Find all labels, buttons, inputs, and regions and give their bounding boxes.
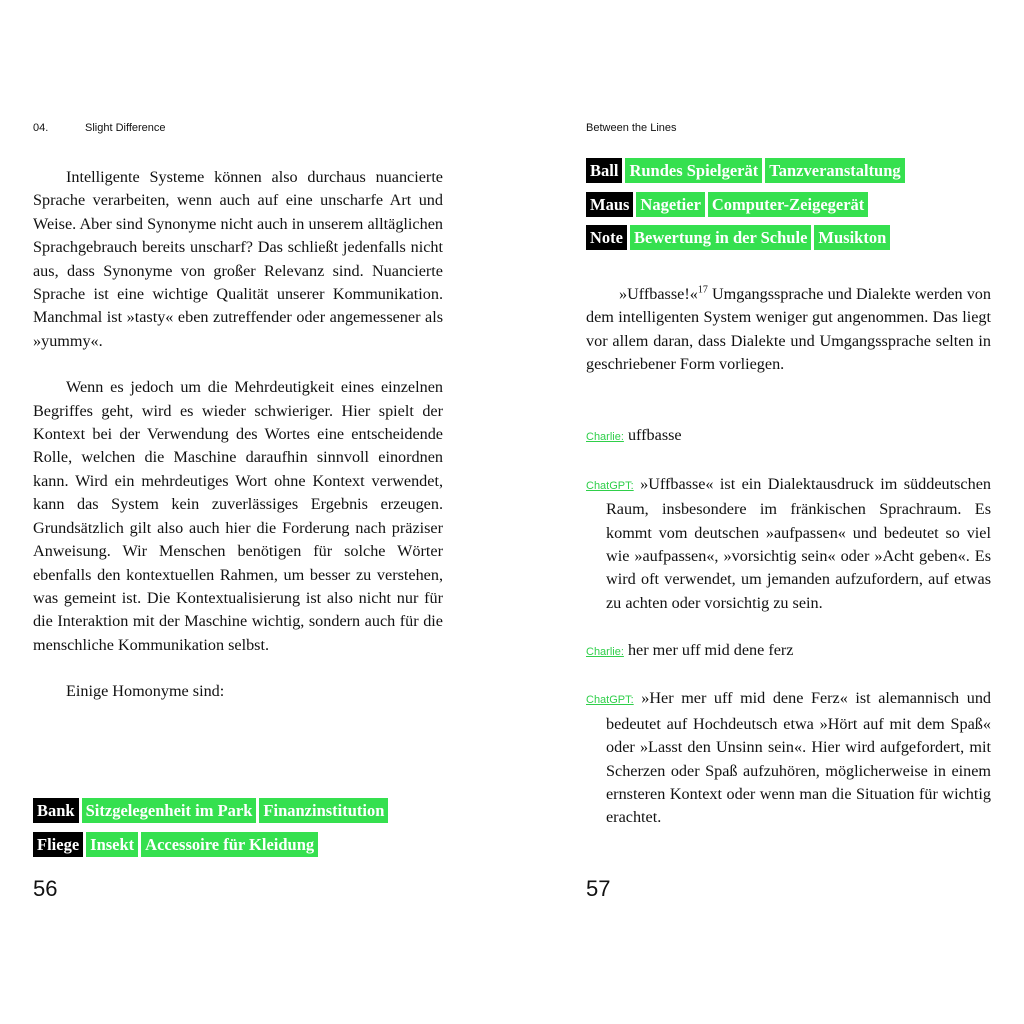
left-page xyxy=(33,0,443,1024)
homonym-meaning: Musikton xyxy=(814,225,890,250)
homonym-meaning: Tanzveranstaltung xyxy=(765,158,904,183)
homonym-term: Ball xyxy=(586,158,622,183)
homonym-term: Maus xyxy=(586,192,633,217)
intro-body: Umgangssprache und Dialekte werden von dem intelligenten System weniger gut angenommen. Das liegt vor allem daran, dass Dialekte und Umgangssprache selten in geschriebener Form vorliegen. xyxy=(586,285,991,374)
homonym-meaning: Accessoire für Kleidung xyxy=(141,832,318,857)
page-number: 57 xyxy=(586,876,611,901)
intro-paragraph xyxy=(586,283,991,377)
homonym-meaning: Finanzinstitution xyxy=(259,798,388,823)
message-text: »Her mer uff mid dene Ferz« ist alemannisch und bedeutet auf Hochdeutsch etwa »Hört auf mit dem Spaß« oder »Lasst den Unsinn sein«. Hier wird aufgefordert, mit Scherzen oder Spaß aufzuhören, möglicherweise in einem ernsteren Kontext oder wenn man die Situation für wichtig erachtet. xyxy=(606,689,992,827)
right-intro-text xyxy=(586,283,991,377)
message-text: »Uffbasse« ist ein Dialektausdruck im süddeutschen Raum, insbesondere im fränkischen Sprachraum. Es kommt vom deutschen »aufpassen« und bedeutet so viel wie »aufpassen«, »vorsichtig sein« oder »Acht geben«. Es wird oft verwendet, um jemanden aufzufordern, auf etwas zu achten oder vorsichtig zu sein. xyxy=(606,474,991,612)
chat-message xyxy=(586,473,991,615)
chat-message xyxy=(586,639,991,664)
intro-quote: »Uffbasse!« xyxy=(619,285,698,303)
speaker-label: Charlie: xyxy=(586,431,624,443)
homonym-meaning: Nagetier xyxy=(636,192,704,217)
right-page xyxy=(586,0,991,1024)
speaker-label: ChatGPT: xyxy=(586,479,634,492)
paragraph: Wenn es jedoch um die Mehrdeutigkeit eines einzelnen Begriffes geht, wird es wieder schwieriger. Hier spielt der Kontext bei der Verwendung des Wortes eine entscheidende Rolle, welchen die Maschine daraufhin sinnvoll einordnen kann. Wird ein mehrdeutiges Wort ohne Kontext verwendet, kann das System kein zuverlässiges Ergebnis erzeugen. Grundsätzlich gilt also auch hier die Forderung nach präziser Anweisung. Wir Menschen benötigen für solche Wörter ebenfalls den kontextuellen Rahmen, um besser zu verstehen, was gemeint ist. Die Kontextualisierung ist also nicht nur für die Interaktion mit der Maschine wichtig, sondern auch für die menschliche Kommunikation selbst. xyxy=(33,378,443,654)
chapter-title: Slight Difference xyxy=(85,122,166,134)
page-number: 56 xyxy=(33,876,58,901)
homonym-list-left xyxy=(33,798,391,865)
homonym-list-right xyxy=(586,158,908,259)
homonym-term: Bank xyxy=(33,798,79,823)
homonym-meaning: Rundes Spielgerät xyxy=(625,158,762,183)
chapter-heading xyxy=(33,122,166,134)
running-title: Between the Lines xyxy=(586,122,677,134)
homonym-meaning: Computer-Zeigegerät xyxy=(708,192,868,217)
homonym-row xyxy=(586,225,908,250)
homonym-meaning: Sitzgelegenheit im Park xyxy=(82,798,257,823)
homonym-term: Note xyxy=(586,225,627,250)
homonym-term: Fliege xyxy=(33,832,83,857)
homonym-row xyxy=(33,832,391,857)
footnote-ref: 17 xyxy=(697,284,708,296)
left-body-text xyxy=(33,166,443,704)
paragraph: Einige Homonyme sind: xyxy=(66,682,225,701)
homonym-meaning: Bewertung in der Schule xyxy=(630,225,811,250)
homonym-row xyxy=(586,192,908,217)
message-text: her mer uff mid dene ferz xyxy=(627,640,794,659)
chat-message xyxy=(586,424,991,449)
speaker-label: Charlie: xyxy=(586,645,624,658)
homonym-row xyxy=(33,798,391,823)
chapter-number: 04. xyxy=(33,122,49,134)
chat-dialog xyxy=(586,424,991,853)
homonym-row xyxy=(586,158,908,183)
chat-message xyxy=(586,687,991,829)
paragraph: Intelligente Systeme können also durchaus nuancierte Sprache verarbeiten, wenn auch auf eine unscharfe Art und Weise. Aber sind Synonyme nicht auch in unserem alltäglichen Sprachgebrauch bereits unscharf? Das schließt jedenfalls nicht aus, dass Synonyme von großer Relevanz sind. Nuancierte Sprache ist eine wichtige Qualität unserer Kommunikation. Manchmal ist »tasty« eben zutreffender oder angemessener als »yummy«. xyxy=(33,168,443,350)
homonym-meaning: Insekt xyxy=(86,832,138,857)
message-text: uffbasse xyxy=(627,426,682,444)
speaker-label: ChatGPT: xyxy=(586,694,634,707)
